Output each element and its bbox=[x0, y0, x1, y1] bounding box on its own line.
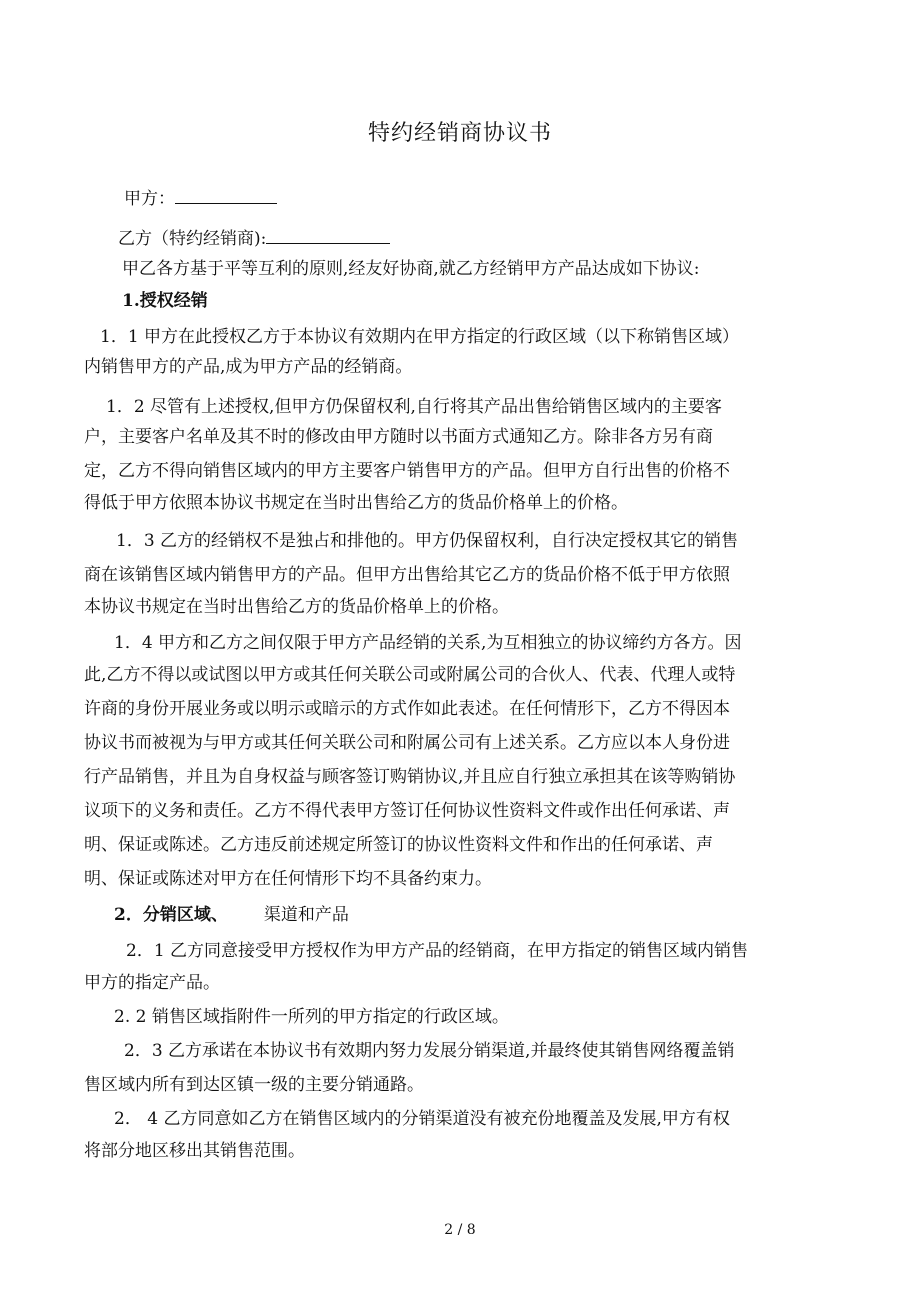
section-1-heading: 1.授权经销 bbox=[122, 291, 208, 311]
party-b-label: 乙方（特约经销商): bbox=[118, 229, 267, 249]
clause-2-4-line-2: 将部分地区移出其销售范围。 bbox=[84, 1141, 305, 1161]
clause-1-1-line-2: 内销售甲方的产品,成为甲方产品的经销商。 bbox=[84, 357, 413, 377]
clause-1-1-line-1: 1．1 甲方在此授权乙方于本协议有效期内在甲方指定的行政区域（以下称销售区域） bbox=[100, 327, 740, 347]
clause-1-4-line-4: 协议书而被视为与甲方或其任何关联公司和附属公司有上述关系。乙方应以本人身份进 bbox=[84, 733, 730, 753]
clause-1-4-line-8: 明、保证或陈述对甲方在任何情形下均不具备约束力。 bbox=[84, 869, 492, 889]
clause-1-4-line-1: 1．4 甲方和乙方之间仅限于甲方产品经销的关系,为互相独立的协议缔约方各方。因 bbox=[114, 633, 742, 653]
party-a-label: 甲方： bbox=[124, 189, 175, 209]
section-2-heading-bold: 2．分销区域、 bbox=[114, 905, 228, 925]
clause-1-4-line-3: 许商的身份开展业务或以明示或暗示的方式作如此表述。在任何情形下，乙方不得因本 bbox=[84, 699, 730, 719]
clause-1-2-line-4: 得低于甲方依照本协议书规定在当时出售给乙方的货品价格单上的价格。 bbox=[84, 493, 628, 513]
party-a-blank bbox=[175, 185, 277, 204]
clause-1-4-line-7: 明、保证或陈述。乙方违反前述规定所签订的协议性资料文件和作出的任何承诺、声 bbox=[84, 835, 713, 855]
clause-2-3-line-2: 售区域内所有到达区镇一级的主要分销通路。 bbox=[84, 1075, 424, 1095]
section-2-heading-rest: 渠道和产品 bbox=[263, 905, 349, 925]
party-b-blank bbox=[266, 225, 390, 244]
party-a-line bbox=[124, 184, 277, 214]
clause-1-2-line-3: 定，乙方不得向销售区域内的甲方主要客户销售甲方的产品。但甲方自行出售的价格不 bbox=[84, 461, 730, 481]
clause-2-4-line-1: 2． 4 乙方同意如乙方在销售区域内的分销渠道没有被充份地覆盖及发展,甲方有权 bbox=[114, 1109, 730, 1129]
page-number: 2 / 8 bbox=[444, 1222, 476, 1238]
clause-1-3-line-2: 商在该销售区域内销售甲方的产品。但甲方出售给其它乙方的货品价格不低于甲方依照 bbox=[84, 565, 730, 585]
clause-1-3-line-1: 1．3 乙方的经销权不是独占和排他的。甲方仍保留权利，自行决定授权其它的销售 bbox=[116, 531, 739, 551]
clause-1-4-line-2: 此,乙方不得以或试图以甲方或其任何关联公司或附属公司的合伙人、代表、代理人或特 bbox=[84, 665, 736, 685]
clause-1-2-line-1: 1．2 尽管有上述授权,但甲方仍保留权利,自行将其产品出售给销售区域内的主要客 bbox=[106, 397, 722, 417]
clause-2-1-line-2: 甲方的指定产品。 bbox=[84, 973, 220, 993]
clause-1-4-line-5: 行产品销售，并且为自身权益与顾客签订购销协议,并且应自行独立承担其在该等购销协 bbox=[84, 767, 736, 787]
document-title: 特约经销商协议书 bbox=[367, 121, 552, 146]
party-b-line bbox=[118, 224, 390, 254]
section-2-heading bbox=[114, 900, 349, 930]
clause-2-3-line-1: 2．3 乙方承诺在本协议书有效期内努力发展分销渠道,并最终使其销售网络覆盖销 bbox=[124, 1041, 735, 1061]
intro-paragraph: 甲乙各方基于平等互利的原则,经友好协商,就乙方经销甲方产品达成如下协议: bbox=[122, 259, 700, 279]
clause-2-2-line-1: 2. 2 销售区域指附件一所列的甲方指定的行政区域。 bbox=[114, 1007, 509, 1027]
clause-2-1-line-1: 2．1 乙方同意接受甲方授权作为甲方产品的经销商，在甲方指定的销售区域内销售 bbox=[126, 941, 749, 961]
clause-1-3-line-3: 本协议书规定在当时出售给乙方的货品价格单上的价格。 bbox=[84, 597, 509, 617]
clause-1-4-line-6: 议项下的义务和责任。乙方不得代表甲方签订任何协议性资料文件或作出任何承诺、声 bbox=[84, 801, 730, 821]
clause-1-2-line-2: 户，主要客户名单及其不时的修改由甲方随时以书面方式通知乙方。除非各方另有商 bbox=[84, 427, 713, 447]
